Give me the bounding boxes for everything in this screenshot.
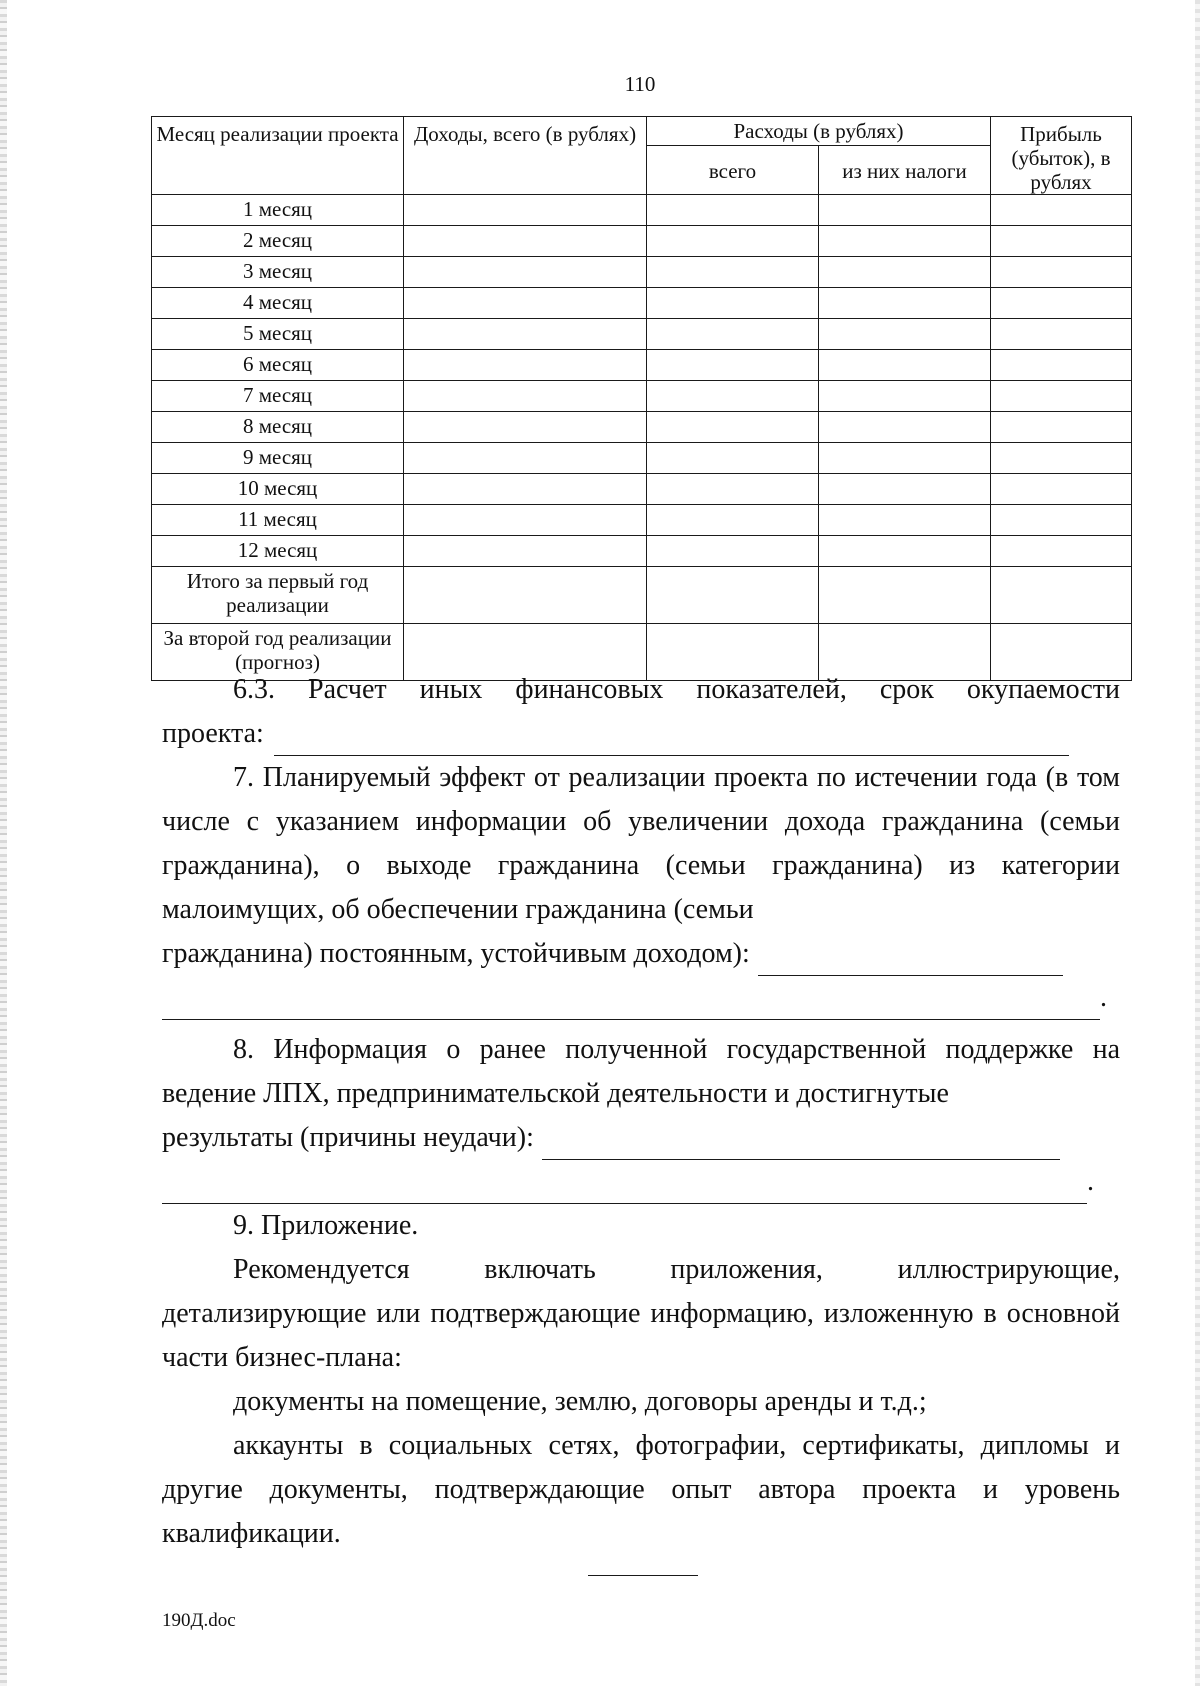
row-label: 5 месяц <box>152 319 404 350</box>
cell-profit <box>991 288 1132 319</box>
table-row-total-first-year <box>152 567 1132 624</box>
table-row <box>152 195 1132 226</box>
cell-expenses-total <box>647 226 819 257</box>
row-label: 6 месяц <box>152 350 404 381</box>
section-8-fill <box>162 1116 1120 1160</box>
cell-profit <box>991 412 1132 443</box>
cell-income <box>404 195 647 226</box>
table-row <box>152 319 1132 350</box>
section-9-title: 9. Приложение. <box>233 1210 419 1241</box>
section-7-text: 7. Планируемый эффект от реализации проекта по истечении года (в том числе с указанием информации об увеличении дохода гражданина (семьи гражданина), о выходе гражданина (семьи гражданина) из категории малоимущих, об обеспечении гражданина (семьи <box>162 762 1120 925</box>
cell-income <box>404 474 647 505</box>
body-text <box>162 668 1120 1556</box>
table-row <box>152 536 1132 567</box>
table-row <box>152 257 1132 288</box>
row-label: Итого за первый год реализации <box>152 567 404 624</box>
header-expenses-taxes: из них налоги <box>819 146 991 195</box>
cell-expenses-total <box>647 288 819 319</box>
cell-income <box>404 443 647 474</box>
cell-expenses-total <box>647 381 819 412</box>
cell-income <box>404 350 647 381</box>
cell-expenses-taxes <box>819 536 991 567</box>
cell-profit <box>991 443 1132 474</box>
cell-income <box>404 319 647 350</box>
cell-expenses-total <box>647 474 819 505</box>
cell-expenses-taxes <box>819 412 991 443</box>
section-6-3-text: 6.3. Расчет иных финансовых показателей, срок окупаемости <box>233 674 1120 705</box>
footer-filename: 190Д.doc <box>162 1610 236 1631</box>
table-row <box>152 443 1132 474</box>
fill-line <box>274 725 1069 756</box>
cell-expenses-total <box>647 350 819 381</box>
row-label: 3 месяц <box>152 257 404 288</box>
cell-expenses-taxes <box>819 474 991 505</box>
section-6-3-fill <box>162 712 1120 756</box>
cell-expenses-total <box>647 412 819 443</box>
cell-profit <box>991 319 1132 350</box>
cell-expenses-taxes <box>819 257 991 288</box>
section-9-item-1: документы на помещение, землю, договоры аренды и т.д.; <box>233 1386 927 1417</box>
row-label: 1 месяц <box>152 195 404 226</box>
cell-profit <box>991 350 1132 381</box>
row-label: 10 месяц <box>152 474 404 505</box>
cell-expenses-total <box>647 505 819 536</box>
cell-expenses-total <box>647 195 819 226</box>
section-7-fill-2 <box>162 976 1120 1020</box>
header-profit: Прибыль (убыток), в рублях <box>991 117 1132 195</box>
cell-income <box>404 536 647 567</box>
cell-profit <box>991 381 1132 412</box>
fill-line <box>542 1129 1060 1160</box>
table-row <box>152 288 1132 319</box>
cell-expenses-taxes <box>819 567 991 624</box>
cell-expenses-taxes <box>819 226 991 257</box>
header-expenses-total: всего <box>647 146 819 195</box>
row-label: 11 месяц <box>152 505 404 536</box>
table-row <box>152 350 1132 381</box>
page-number: 110 <box>624 72 656 96</box>
section-9-text: Рекомендуется включать приложения, иллюстрирующие, детализирующие или подтверждающие информацию, изложенную в основной части бизнес-плана: <box>162 1254 1120 1373</box>
table-row <box>152 226 1132 257</box>
cell-profit <box>991 505 1132 536</box>
financial-table <box>151 116 1132 681</box>
section-7-tail: гражданина) постоянным, устойчивым доходом): <box>162 938 750 969</box>
fill-line <box>162 1173 1087 1204</box>
cell-expenses-taxes <box>819 288 991 319</box>
row-label: 8 месяц <box>152 412 404 443</box>
cell-expenses-taxes <box>819 195 991 226</box>
section-8-tail: результаты (причины неудачи): <box>162 1122 534 1153</box>
section-6-3-label: проекта: <box>162 718 264 749</box>
cell-expenses-total <box>647 536 819 567</box>
cell-profit <box>991 195 1132 226</box>
row-label: 4 месяц <box>152 288 404 319</box>
row-label: 12 месяц <box>152 536 404 567</box>
cell-profit <box>991 474 1132 505</box>
table-row <box>152 412 1132 443</box>
cell-expenses-total <box>647 257 819 288</box>
scan-edge-right <box>1195 0 1200 1686</box>
cell-income <box>404 412 647 443</box>
fill-line <box>758 945 1063 976</box>
cell-profit <box>991 567 1132 624</box>
section-8-fill-2 <box>162 1160 1120 1204</box>
cell-profit <box>991 257 1132 288</box>
table-row <box>152 505 1132 536</box>
cell-income <box>404 567 647 624</box>
header-income: Доходы, всего (в рублях) <box>404 117 647 195</box>
section-9-item-2: аккаунты в социальных сетях, фотографии, сертификаты, дипломы и другие документы, подтверждающие опыт автора проекта и уровень квалификации. <box>162 1430 1120 1549</box>
cell-profit <box>991 226 1132 257</box>
table-row <box>152 381 1132 412</box>
cell-expenses-taxes <box>819 443 991 474</box>
cell-expenses-total <box>647 567 819 624</box>
cell-income <box>404 226 647 257</box>
cell-income <box>404 505 647 536</box>
section-8-text: 8. Информация о ранее полученной государственной поддержке на ведение ЛПХ, предпринимательской деятельности и достигнутые <box>162 1034 1120 1109</box>
row-label: За второй год реализации (прогноз) <box>152 624 404 681</box>
cell-income <box>404 288 647 319</box>
cell-expenses-taxes <box>819 381 991 412</box>
period: . <box>1087 1166 1094 1197</box>
cell-expenses-taxes <box>819 505 991 536</box>
table-row <box>152 474 1132 505</box>
header-expenses: Расходы (в рублях) <box>647 117 991 146</box>
header-month: Месяц реализации проекта <box>152 117 404 195</box>
closing-rule <box>588 1575 698 1576</box>
cell-expenses-total <box>647 443 819 474</box>
cell-expenses-total <box>647 319 819 350</box>
row-label: 9 месяц <box>152 443 404 474</box>
row-label: 7 месяц <box>152 381 404 412</box>
row-label: 2 месяц <box>152 226 404 257</box>
cell-income <box>404 381 647 412</box>
cell-expenses-taxes <box>819 350 991 381</box>
cell-income <box>404 257 647 288</box>
period: . <box>1100 982 1107 1013</box>
cell-expenses-taxes <box>819 319 991 350</box>
scan-edge-left <box>0 0 7 1686</box>
fill-line <box>162 989 1100 1020</box>
cell-profit <box>991 536 1132 567</box>
section-7-fill <box>162 932 1120 976</box>
